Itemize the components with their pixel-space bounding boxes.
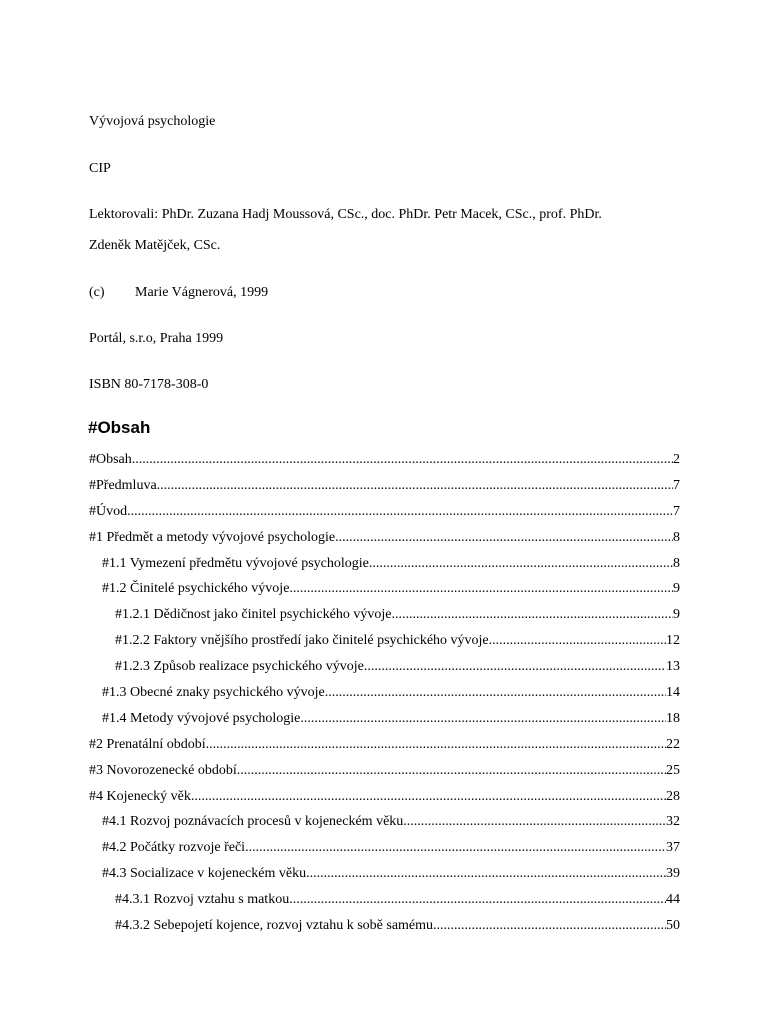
toc-entry-title: #2 Prenatální období [89, 736, 206, 752]
toc-heading: #Obsah [88, 418, 151, 437]
toc-entry-title: #1.4 Metody vývojové psychologie [102, 710, 301, 726]
toc-entry[interactable] [0, 631, 768, 657]
copyright-symbol: (c) [89, 285, 105, 300]
toc-entry-title: #4.1 Rozvoj poznávacích procesů v kojeneckém věku [102, 814, 404, 830]
toc-entry[interactable] [0, 450, 768, 476]
toc-entry-page: 8 [673, 555, 680, 571]
toc-entry-page: 50 [666, 918, 680, 934]
toc-entry-title: #Předmluva [89, 477, 157, 493]
toc-entry[interactable] [0, 787, 768, 813]
toc-dot-leader [206, 735, 666, 755]
toc-entry-page: 18 [666, 710, 680, 726]
toc-entry[interactable] [0, 916, 768, 942]
toc-dot-leader [289, 890, 666, 910]
toc-dot-leader [433, 916, 666, 936]
toc-entry-title: #1.2.3 Způsob realizace psychického vývoje [115, 659, 364, 675]
toc-entry[interactable] [0, 890, 768, 916]
toc-entry[interactable] [0, 761, 768, 787]
toc-dot-leader [132, 450, 673, 470]
toc-entry-page: 25 [666, 762, 680, 778]
toc-entry-title: #4.3.2 Sebepojetí kojence, rozvoj vztahu k sobě samému [115, 918, 434, 934]
toc-dot-leader [191, 787, 666, 807]
toc-entry-title: #3 Novorozenecké období [89, 762, 237, 778]
toc-entry[interactable] [0, 476, 768, 502]
toc-dot-leader [157, 476, 673, 496]
toc-entry[interactable] [0, 683, 768, 709]
table-of-contents [0, 450, 768, 942]
toc-dot-leader [369, 554, 673, 574]
toc-entry-page: 22 [666, 736, 680, 752]
toc-entry-title: #1.2.2 Faktory vnějšího prostředí jako činitelé psychického vývoje [115, 633, 489, 649]
toc-entry[interactable] [0, 605, 768, 631]
toc-entry-title: #1.2 Činitelé psychického vývoje [102, 581, 290, 597]
toc-entry-page: 12 [666, 633, 680, 649]
toc-entry[interactable] [0, 838, 768, 864]
toc-entry-title: #4.3 Socializace v kojeneckém věku [102, 866, 307, 882]
toc-entry-page: 37 [666, 840, 680, 856]
toc-entry[interactable] [0, 709, 768, 735]
toc-entry-title: #4 Kojenecký věk [89, 788, 191, 804]
toc-dot-leader [289, 579, 673, 599]
toc-dot-leader [306, 864, 666, 884]
toc-entry[interactable] [0, 579, 768, 605]
toc-entry-page: 39 [666, 866, 680, 882]
toc-entry-page: 8 [673, 529, 680, 545]
toc-entry-title: #1.3 Obecné znaky psychického vývoje [102, 685, 325, 701]
toc-entry-title: #1.2.1 Dědičnost jako činitel psychického vývoje [115, 607, 392, 623]
toc-dot-leader [127, 502, 673, 522]
toc-entry-title: #Obsah [89, 452, 132, 467]
toc-entry-title: #4.3.1 Rozvoj vztahu s matkou [115, 892, 290, 908]
toc-entry[interactable] [0, 864, 768, 890]
copyright-line [89, 285, 268, 301]
toc-entry-title: #1.1 Vymezení předmětu vývojové psychologie [102, 555, 369, 571]
toc-dot-leader [300, 709, 666, 729]
toc-entry[interactable] [0, 502, 768, 528]
book-title: Vývojová psychologie [89, 114, 216, 129]
copyright-holder: Marie Vágnerová, 1999 [135, 285, 269, 300]
toc-entry-page: 2 [673, 452, 680, 467]
toc-entry[interactable] [0, 554, 768, 580]
toc-dot-leader [403, 812, 666, 832]
cip-label: CIP [89, 161, 111, 176]
toc-entry[interactable] [0, 657, 768, 683]
toc-entry-title: #Úvod [89, 503, 128, 519]
toc-entry-page: 9 [673, 581, 680, 597]
toc-dot-leader [364, 657, 666, 677]
toc-entry-page: 44 [666, 892, 680, 908]
toc-entry[interactable] [0, 812, 768, 838]
toc-dot-leader [391, 605, 673, 625]
toc-entry-title: #1 Předmět a metody vývojové psychologie [89, 529, 336, 545]
toc-dot-leader [489, 631, 666, 651]
toc-entry-page: 7 [673, 477, 680, 493]
isbn-line: ISBN 80-7178-308-0 [89, 377, 209, 392]
toc-entry[interactable] [0, 735, 768, 761]
toc-entry-page: 13 [666, 659, 680, 675]
toc-dot-leader [325, 683, 666, 703]
toc-dot-leader [237, 761, 666, 781]
toc-entry-page: 14 [666, 685, 680, 701]
toc-entry-page: 9 [673, 607, 680, 623]
toc-entry[interactable] [0, 528, 768, 554]
toc-dot-leader [335, 528, 673, 548]
toc-entry-page: 28 [666, 788, 680, 804]
publisher-line: Portál, s.r.o, Praha 1999 [89, 331, 224, 346]
toc-entry-page: 32 [666, 814, 680, 830]
reviewers-line-1: Lektorovali: PhDr. Zuzana Hadj Moussová, CSc., doc. PhDr. Petr Macek, CSc., prof. PhDr. [89, 207, 602, 222]
toc-entry-page: 7 [673, 503, 680, 519]
toc-entry-title: #4.2 Počátky rozvoje řeči [102, 840, 246, 856]
reviewers-line-2: Zdeněk Matějček, CSc. [89, 238, 221, 253]
toc-dot-leader [245, 838, 666, 858]
